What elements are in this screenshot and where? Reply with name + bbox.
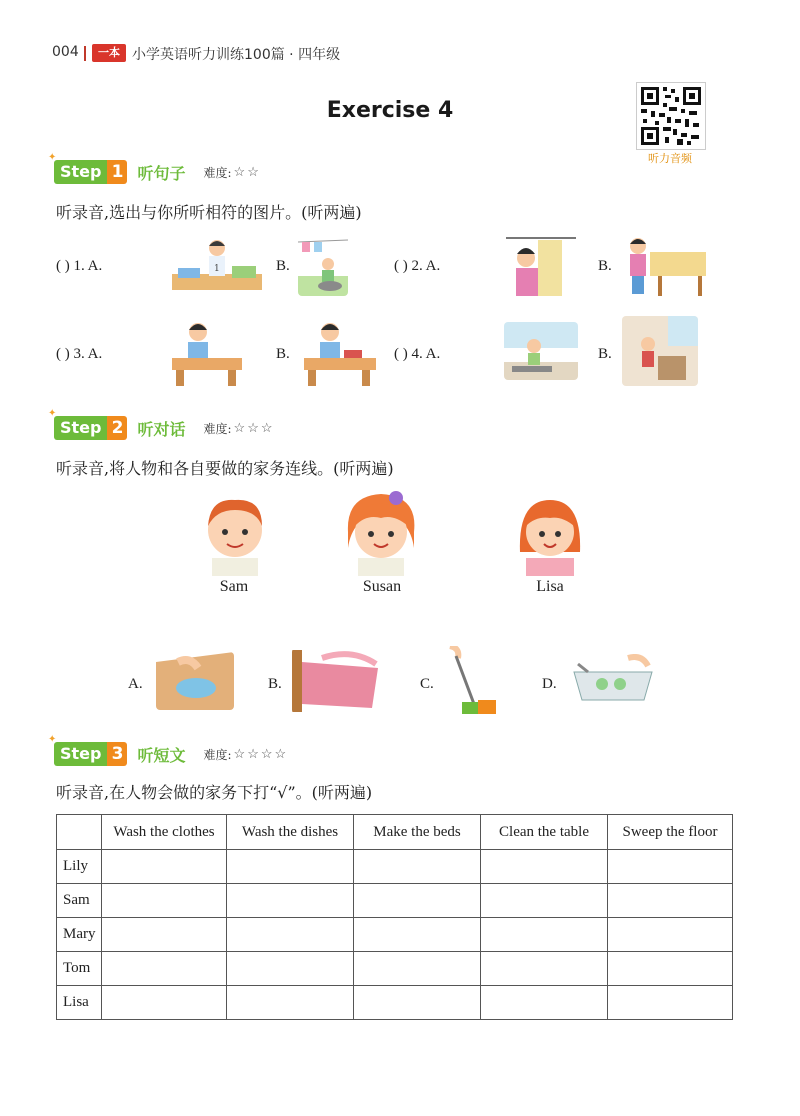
- table-header-row: [57, 815, 733, 850]
- q1-option-b-image[interactable]: [298, 236, 348, 296]
- table-header-wash-dishes: Wash the dishes: [227, 815, 354, 850]
- answer-cell[interactable]: [354, 952, 481, 986]
- question-1-number: ( ) 1. A.: [56, 258, 103, 274]
- boy-face-sam: [200, 492, 270, 580]
- person-name-lisa: Lisa: [536, 578, 564, 595]
- difficulty-label: 难度:: [203, 421, 232, 436]
- difficulty-stars: ☆☆☆☆: [233, 746, 289, 762]
- step2-heading: [48, 408, 275, 440]
- row-name-sam: Sam: [57, 884, 102, 918]
- q1-option-b-label: B.: [276, 258, 290, 274]
- table-header-wash-clothes: Wash the clothes: [102, 815, 227, 850]
- q4-option-b-label: B.: [598, 346, 612, 362]
- step3-heading: [48, 734, 289, 766]
- answer-cell[interactable]: [481, 986, 608, 1020]
- difficulty-label: 难度:: [203, 165, 232, 180]
- step-label: 听短文: [137, 745, 186, 765]
- answer-cell[interactable]: [481, 884, 608, 918]
- qr-code-icon: [637, 83, 705, 149]
- q4-option-b-image[interactable]: [622, 316, 698, 386]
- table-header-clean-table: Clean the table: [481, 815, 608, 850]
- difficulty-stars: ☆☆: [233, 164, 261, 180]
- answer-cell[interactable]: [608, 986, 733, 1020]
- page-number: 004: [52, 44, 79, 60]
- difficulty-label: 难度:: [203, 747, 232, 762]
- answer-cell[interactable]: [354, 884, 481, 918]
- sparkle-icon: ✦: [48, 408, 57, 419]
- chore-a-clean-table-image[interactable]: [156, 652, 234, 710]
- answer-cell[interactable]: [102, 952, 227, 986]
- answer-cell[interactable]: [608, 884, 733, 918]
- sparkle-icon: ✦: [48, 152, 57, 163]
- step1-instruction: 听录音,选出与你所听相符的图片。(听两遍): [56, 203, 362, 222]
- answer-cell[interactable]: [102, 850, 227, 884]
- question-2-number: ( ) 2. A.: [394, 258, 441, 274]
- answer-cell[interactable]: [227, 986, 354, 1020]
- row-name-tom: Tom: [57, 952, 102, 986]
- row-name-mary: Mary: [57, 918, 102, 952]
- step-number: 3: [107, 742, 127, 766]
- step-word: Step: [54, 416, 107, 440]
- answer-cell[interactable]: [354, 850, 481, 884]
- step-label: 听对话: [137, 419, 186, 439]
- answer-cell[interactable]: [227, 884, 354, 918]
- step-label: 听句子: [137, 163, 186, 183]
- girl-face-lisa: [514, 492, 586, 580]
- table-header-blank: [57, 815, 102, 850]
- exercise-title: Exercise 4: [326, 98, 454, 123]
- question-4-number: ( ) 4. A.: [394, 346, 441, 362]
- table-row: [57, 918, 733, 952]
- answer-cell[interactable]: [481, 952, 608, 986]
- answer-cell[interactable]: [481, 850, 608, 884]
- q1-option-a-image[interactable]: [168, 236, 266, 294]
- row-name-lisa: Lisa: [57, 986, 102, 1020]
- answer-cell[interactable]: [102, 986, 227, 1020]
- chore-c-sweep-floor-image[interactable]: [444, 646, 500, 718]
- brand-logo: 一本: [92, 44, 126, 62]
- table-row: [57, 850, 733, 884]
- chore-option-a-label: A.: [128, 676, 143, 692]
- header-divider: [84, 46, 86, 61]
- answer-cell[interactable]: [227, 918, 354, 952]
- answer-cell[interactable]: [354, 986, 481, 1020]
- table-row: [57, 952, 733, 986]
- row-name-lily: Lily: [57, 850, 102, 884]
- step2-instruction: 听录音,将人物和各自要做的家务连线。(听两遍): [56, 459, 394, 478]
- table-row: [57, 884, 733, 918]
- q3-option-a-image[interactable]: [168, 318, 244, 386]
- chores-table: [56, 814, 733, 1020]
- q3-option-b-label: B.: [276, 346, 290, 362]
- step3-instruction: 听录音,在人物会做的家务下打“√”。(听两遍): [56, 783, 373, 802]
- answer-cell[interactable]: [608, 918, 733, 952]
- sparkle-icon: ✦: [48, 734, 57, 745]
- q2-option-a-image[interactable]: [506, 232, 576, 298]
- chore-b-make-bed-image[interactable]: [292, 648, 384, 714]
- answer-cell[interactable]: [354, 918, 481, 952]
- step1-heading: [48, 152, 261, 184]
- answer-cell[interactable]: [227, 850, 354, 884]
- svg-text:1: 1: [214, 264, 220, 274]
- answer-cell[interactable]: [481, 918, 608, 952]
- difficulty-stars: ☆☆☆: [233, 420, 275, 436]
- person-name-sam: Sam: [219, 578, 249, 595]
- chore-option-d-label: D.: [542, 676, 557, 692]
- qr-label: 听力音频: [648, 152, 692, 165]
- book-title: 小学英语听力训练100篇 · 四年级: [132, 47, 341, 63]
- q2-option-b-image[interactable]: [622, 232, 708, 296]
- answer-cell[interactable]: [102, 884, 227, 918]
- step-number: 1: [107, 160, 127, 184]
- chore-d-wash-dishes-image[interactable]: [568, 654, 658, 704]
- chore-option-c-label: C.: [420, 676, 434, 692]
- q4-option-a-image[interactable]: [504, 322, 578, 380]
- q2-option-b-label: B.: [598, 258, 612, 274]
- q3-option-b-image[interactable]: [300, 318, 378, 386]
- answer-cell[interactable]: [608, 952, 733, 986]
- question-3-number: ( ) 3. A.: [56, 346, 103, 362]
- table-row: [57, 986, 733, 1020]
- table-header-make-beds: Make the beds: [354, 815, 481, 850]
- answer-cell[interactable]: [102, 918, 227, 952]
- step-word: Step: [54, 742, 107, 766]
- chore-option-b-label: B.: [268, 676, 282, 692]
- girl-face-susan: [338, 488, 424, 580]
- answer-cell[interactable]: [227, 952, 354, 986]
- step-word: Step: [54, 160, 107, 184]
- step-number: 2: [107, 416, 127, 440]
- qr-code[interactable]: [636, 82, 706, 150]
- answer-cell[interactable]: [608, 850, 733, 884]
- table-header-sweep-floor: Sweep the floor: [608, 815, 733, 850]
- person-name-susan: Susan: [362, 578, 402, 595]
